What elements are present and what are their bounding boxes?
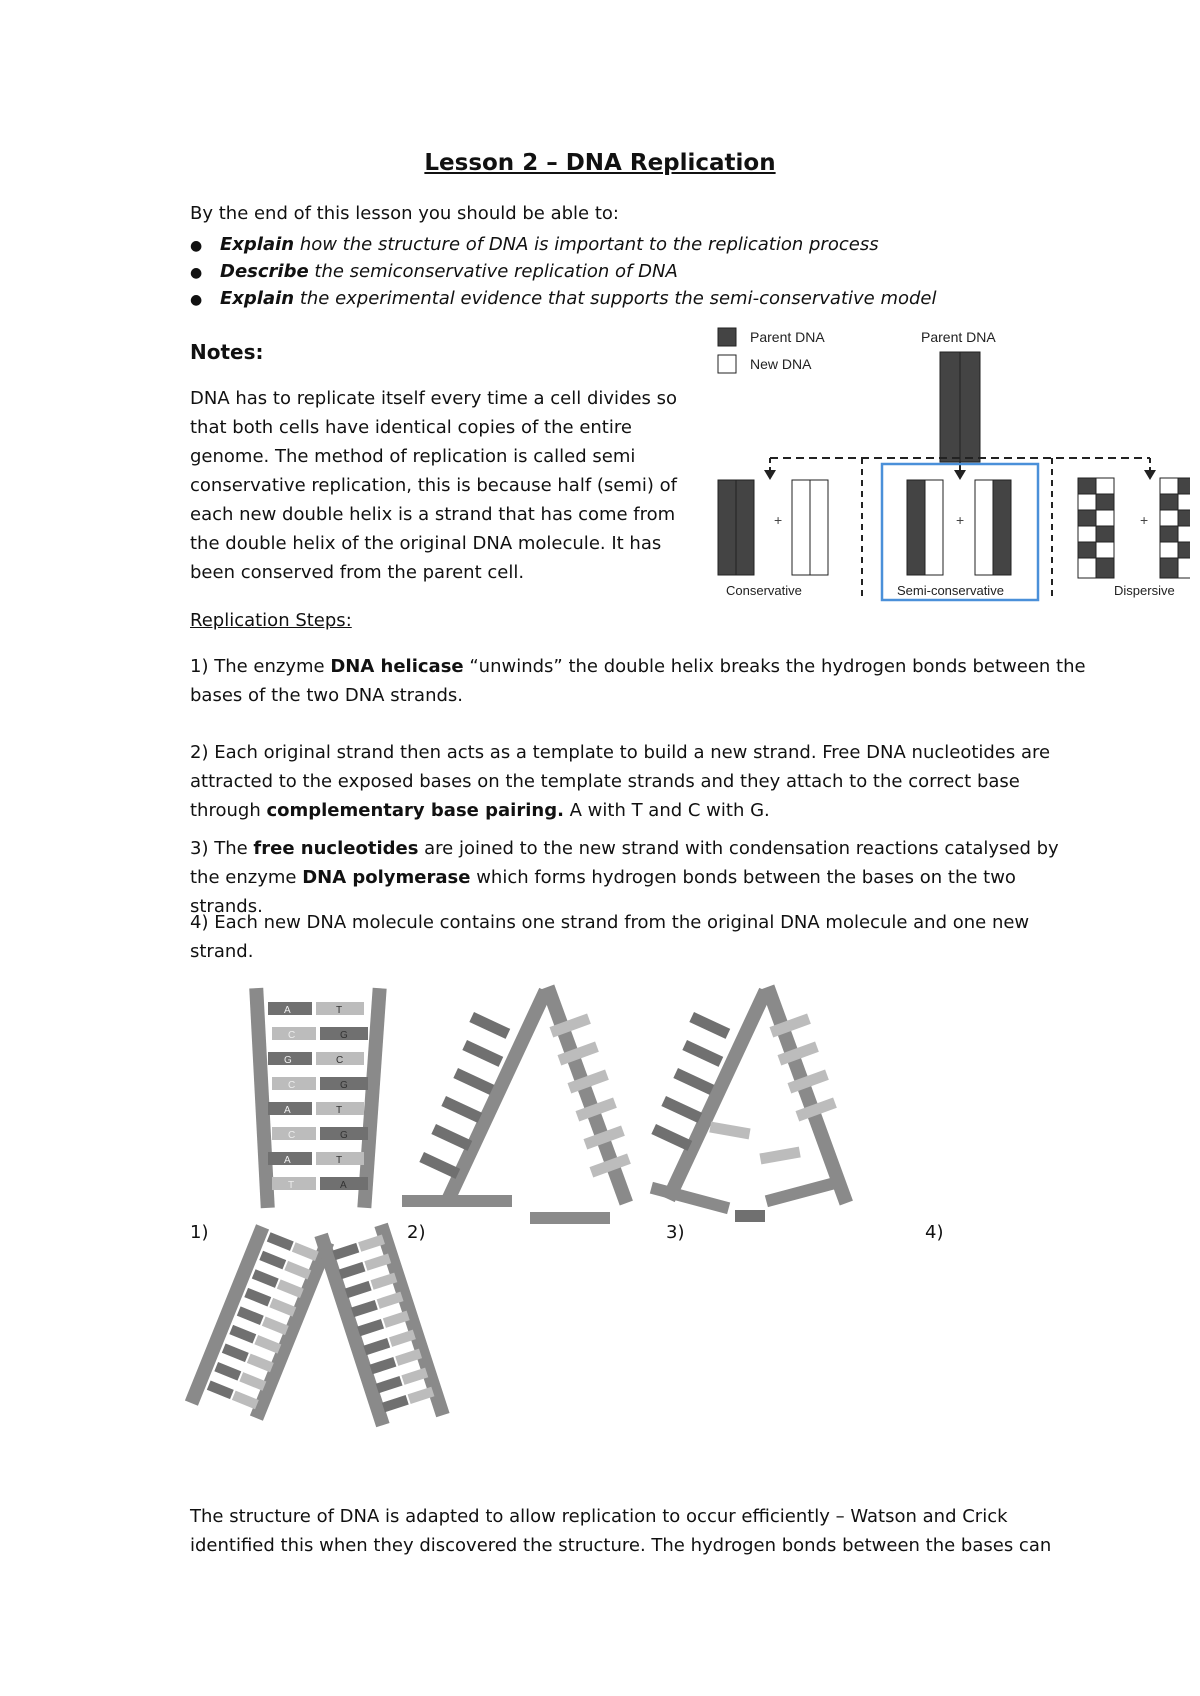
- rung-right: [277, 1279, 304, 1298]
- rung-left: [207, 1381, 234, 1400]
- rung-left: [222, 1343, 249, 1362]
- rung-right: [389, 1330, 416, 1347]
- dispersive-model: [1078, 478, 1190, 598]
- replication-models-figure: [700, 318, 1190, 608]
- rung-right: [232, 1391, 259, 1410]
- rung-left: [214, 1362, 241, 1381]
- rung-right: [364, 1254, 391, 1271]
- rung-left: [229, 1325, 256, 1344]
- rung-right: [395, 1349, 422, 1366]
- rung-left: [267, 1232, 294, 1251]
- rung-left: [370, 1357, 397, 1374]
- base-letter: G: [340, 1080, 348, 1091]
- step-1: 1) The enzyme DNA helicase “unwinds” the double helix breaks the hydrogen bonds between the bases of the two DNA strands.: [190, 656, 1086, 706]
- svg-text:+: +: [956, 512, 965, 528]
- rung-left: [259, 1251, 286, 1270]
- rung-right: [247, 1354, 274, 1373]
- rung-left: [382, 1395, 409, 1412]
- rung-right: [284, 1261, 311, 1280]
- parent-dna-label: Parent DNA: [921, 329, 996, 345]
- notes-heading: Notes:: [190, 340, 264, 364]
- parent-strand-right: [960, 352, 980, 462]
- rung-right: [383, 1311, 410, 1328]
- legend-parent-swatch: [718, 328, 736, 346]
- rung-right: [408, 1387, 435, 1404]
- base-letter: A: [340, 1180, 347, 1191]
- base-letter: C: [288, 1130, 296, 1141]
- base-letter: A: [284, 1005, 291, 1016]
- figure-label-2: 2): [407, 1222, 426, 1243]
- arrow-head-left: [764, 470, 776, 480]
- rung-right: [401, 1368, 428, 1385]
- bullet-icon: ●: [190, 238, 203, 254]
- replication-stages-figure: [180, 980, 960, 1450]
- rung-right: [358, 1235, 385, 1252]
- ladder-stage-3: [650, 985, 853, 1222]
- svg-text:+: +: [1140, 512, 1149, 528]
- rung-right: [262, 1316, 289, 1335]
- base-letter: T: [288, 1180, 295, 1191]
- svg-text:+: +: [774, 512, 783, 528]
- rung-right: [269, 1298, 296, 1317]
- rung-left: [363, 1338, 390, 1355]
- base-letter: C: [336, 1055, 344, 1066]
- notes-paragraph: DNA has to replicate itself every time a cell divides so that both cells have identical copies of the entire genome. The method of replication is called semi conservative replication, this is because half (semi) of each new double helix is a strand that has come from the double helix of the original DNA molecule. It has been conserved from the parent cell.: [190, 388, 678, 583]
- dispersive-label: Dispersive: [1114, 583, 1175, 598]
- rung-right: [254, 1335, 281, 1354]
- base-letter: G: [340, 1130, 348, 1141]
- base-letter: T: [336, 1155, 343, 1166]
- step-2: 2) Each original strand then acts as a template to build a new strand. Free DNA nucleotides are attracted to the exposed bases on the template strands and they attach to the correct base through complementary base pairing. A with T and C with G.: [190, 742, 1051, 821]
- conservative-label: Conservative: [726, 583, 802, 598]
- ladder-stage-4-molecule-a: [185, 1224, 334, 1420]
- rung-right: [370, 1273, 397, 1290]
- ladder-stage-2: [402, 985, 633, 1224]
- bottom-paragraph: The structure of DNA is adapted to allow replication to occur efficiently – Watson and Crick identified this when they discovered the structure. The hydrogen bonds between the bases can: [190, 1506, 1052, 1556]
- bullet-icon: ●: [190, 265, 203, 281]
- rung-left: [244, 1288, 271, 1307]
- legend-parent-label: Parent DNA: [750, 329, 825, 345]
- rung-left: [252, 1269, 279, 1288]
- figure-label-1: 1): [190, 1222, 209, 1243]
- steps-heading: Replication Steps:: [190, 610, 352, 631]
- semi-conservative-model: [882, 464, 1038, 600]
- legend-new-swatch: [718, 355, 736, 373]
- objective-item: ● Describe the semiconservative replication of DNA: [190, 258, 937, 285]
- semi-conservative-label: Semi-conservative: [897, 583, 1004, 598]
- intro-text: By the end of this lesson you should be able to:: [190, 203, 619, 224]
- objective-item: ● Explain how the structure of DNA is important to the replication process: [190, 231, 937, 258]
- rung-left: [237, 1306, 264, 1325]
- ladder-stage-4-molecule-b: [314, 1223, 449, 1428]
- base-letter: G: [284, 1055, 292, 1066]
- page-title: Lesson 2 – DNA Replication: [424, 150, 776, 176]
- rung-right: [239, 1372, 266, 1391]
- base-letter: T: [336, 1105, 343, 1116]
- highlight-box: [882, 464, 1038, 600]
- legend-new-label: New DNA: [750, 356, 812, 372]
- objective-item: ● Explain the experimental evidence that supports the semi-conservative model: [190, 285, 937, 312]
- base-letter: A: [284, 1155, 291, 1166]
- rung-left: [357, 1319, 384, 1336]
- base-letter: A: [284, 1105, 291, 1116]
- base-letter: C: [288, 1080, 296, 1091]
- step-3: 3) The free nucleotides are joined to the new strand with condensation reactions catalysed by the enzyme DNA polymerase which forms hydrogen bonds between the bases on the two strands.: [190, 838, 1059, 917]
- figure-label-4: 4): [925, 1222, 944, 1243]
- parent-strand-left: [940, 352, 960, 462]
- step-4: 4) Each new DNA molecule contains one strand from the original DNA molecule and one new strand.: [190, 912, 1030, 962]
- objectives-list: [190, 231, 937, 312]
- rung-left: [332, 1243, 359, 1260]
- rung-right: [377, 1292, 404, 1309]
- base-letter: T: [336, 1005, 343, 1016]
- figure-label-3: 3): [666, 1222, 685, 1243]
- bullet-icon: ●: [190, 292, 203, 308]
- base-letter: G: [340, 1030, 348, 1041]
- rung-left: [345, 1281, 372, 1298]
- rung-left: [351, 1300, 378, 1317]
- arrow-head-middle: [954, 470, 966, 480]
- ladder-stage-1: [249, 988, 386, 1208]
- base-letter: C: [288, 1030, 296, 1041]
- rung-left: [376, 1376, 403, 1393]
- rung-left: [339, 1262, 366, 1279]
- arrow-head-right: [1144, 470, 1156, 480]
- rung-right: [292, 1242, 319, 1261]
- conservative-model: [718, 480, 828, 598]
